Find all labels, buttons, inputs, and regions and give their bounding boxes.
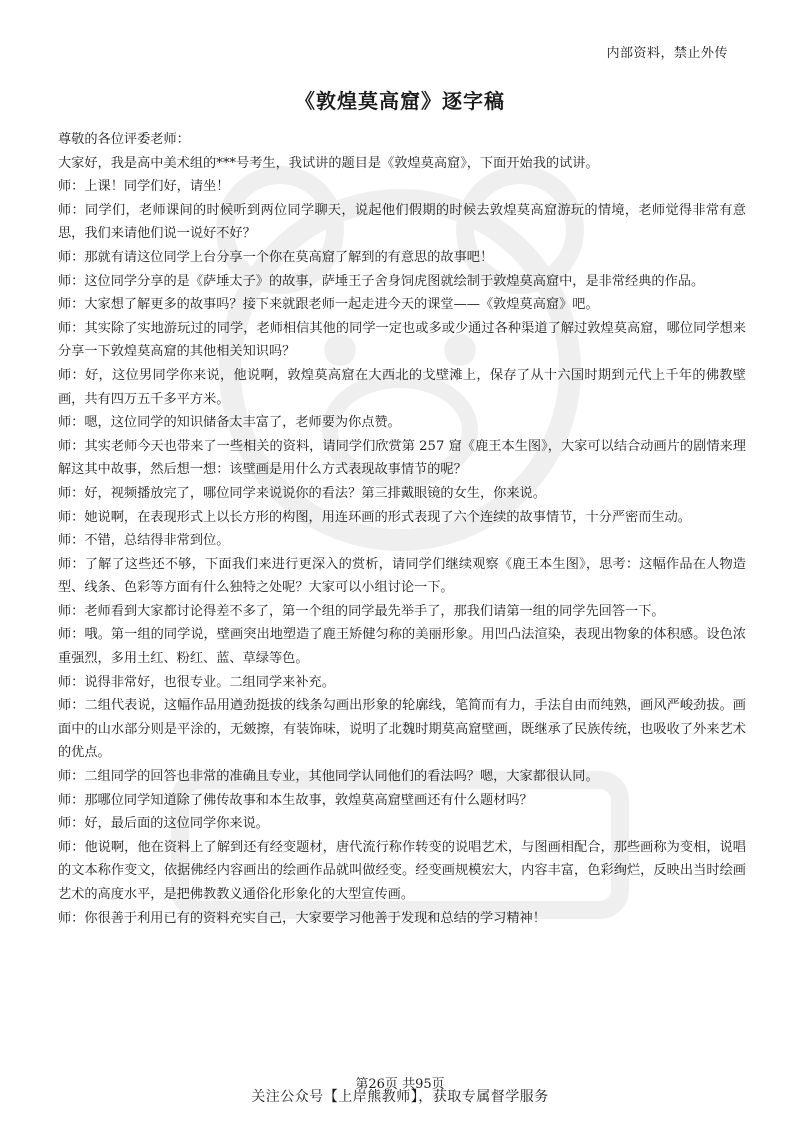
document-body xyxy=(58,128,746,930)
paragraph: 师：二组代表说，这幅作品用遒劲挺拔的线条勾画出形象的轮廓线，笔简而有力，手法自由而纯熟，画风严峻劲拔。画面中的山水部分则是平涂的，无皴擦，有装饰味，说明了北魏时期莫高窟壁画，既继承了民族传统，也吸收了外来艺术的优点。 xyxy=(58,698,746,761)
paragraph: 师：他说啊，他在资料上了解到还有经变题材，唐代流行称作转变的说唱艺术，与图画相配合，那些画称为变相，说唱的文本称作变文，依据佛经内容画出的绘画作品就叫做经变。经变画规模宏大，内容丰富，色彩绚烂，反映出当时绘画艺术的高度水平，是把佛教教义通俗化形象化的大型宣传画。 xyxy=(58,839,746,902)
paragraph: 师：好，最后面的这位同学你来说。 xyxy=(58,816,269,832)
paragraph: 师：嗯，这位同学的知识储备太丰富了，老师要为你点赞。 xyxy=(58,415,401,431)
paragraph: 师：说得非常好，也很专业。二组同学来补充。 xyxy=(58,674,335,690)
footer-promo: 关注公众号【上岸熊教师】，获取专属督学服务 xyxy=(251,1089,549,1105)
paragraph: 师：大家想了解更多的故事吗？接下来就跟老师一起走进今天的课堂——《敦煌莫高窟》吧。 xyxy=(58,297,599,313)
paragraph: 师：同学们，老师课间的时候听到两位同学聊天，说起他们假期的时候去敦煌莫高窟游玩的情境，老师觉得非常有意思，我们来请他们说一说好不好？ xyxy=(58,202,746,242)
paragraph: 师：这位同学分享的是《萨埵太子》的故事，萨埵王子舍身饲虎图就绘制于敦煌莫高窟中，是非常经典的作品。 xyxy=(58,273,705,289)
paragraph: 师：哦。第一组的同学说，壁画突出地塑造了鹿王矫健匀称的美丽形象。用凹凸法渲染，表现出物象的体积感。设色浓重强烈，多用土红、粉红、蓝、草绿等色。 xyxy=(58,627,746,667)
paragraph: 师：其实老师今天也带来了一些相关的资料，请同学们欣赏第 257 窟《鹿王本生图》，大家可以结合动画片的剧情来理解这其中故事，然后想一想：该壁画是用什么方式表现故事情节的呢？ xyxy=(58,438,746,478)
paragraph: 师：好，这位男同学你来说，他说啊，敦煌莫高窟在大西北的戈壁滩上，保存了从十六国时期到元代上千年的佛教壁画，共有四万五千多平方米。 xyxy=(58,367,746,407)
paragraph: 师：她说啊，在表现形式上以长方形的构图，用连环画的形式表现了六个连续的故事情节，十分严密而生动。 xyxy=(58,509,691,525)
paragraph: 师：上课！同学们好，请坐！ xyxy=(58,179,230,195)
paragraph: 师：了解了这些还不够，下面我们来进行更深入的赏析，请同学们继续观察《鹿王本生图》，思考：这幅作品在人物造型、线条、色彩等方面有什么独特之处呢？大家可以小组讨论一下。 xyxy=(58,556,746,596)
header-note: 内部资料，禁止外传 xyxy=(606,46,728,61)
paragraph: 师：好，视频播放完了，哪位同学来说说你的看法？第三排戴眼镜的女生，你来说。 xyxy=(58,485,546,501)
paragraph: 师：那哪位同学知道除了佛传故事和本生故事，敦煌莫高窟壁画还有什么题材吗？ xyxy=(58,792,533,808)
paragraph: 大家好，我是高中美术组的***号考生，我试讲的题目是《敦煌莫高窟》，下面开始我的试讲。 xyxy=(58,155,599,171)
paragraph: 尊敬的各位评委老师： xyxy=(58,132,190,147)
document-title: 《敦煌莫高窟》逐字稿 xyxy=(295,89,505,113)
paragraph: 师：不错，总结得非常到位。 xyxy=(58,533,230,549)
paragraph: 师：那就有请这位同学上台分享一个你在莫高窟了解到的有意思的故事吧！ xyxy=(58,249,494,265)
paragraph: 师：你很善于利用已有的资料充实自己，大家要学习他善于发现和总结的学习精神！ xyxy=(58,910,546,926)
paragraph: 师：其实除了实地游玩过的同学，老师相信其他的同学一定也或多或少通过各种渠道了解过敦煌莫高窟，哪位同学想来分享一下敦煌莫高窟的其他相关知识吗？ xyxy=(58,320,746,360)
paragraph: 师：老师看到大家都讨论得差不多了，第一个组的同学最先举手了，那我们请第一组的同学先回答一下。 xyxy=(58,603,665,619)
paragraph: 师：二组同学的回答也非常的准确且专业，其他同学认同他们的看法吗？嗯，大家都很认同。 xyxy=(58,769,599,785)
page-number: 第26页 共95页 xyxy=(355,1077,445,1092)
